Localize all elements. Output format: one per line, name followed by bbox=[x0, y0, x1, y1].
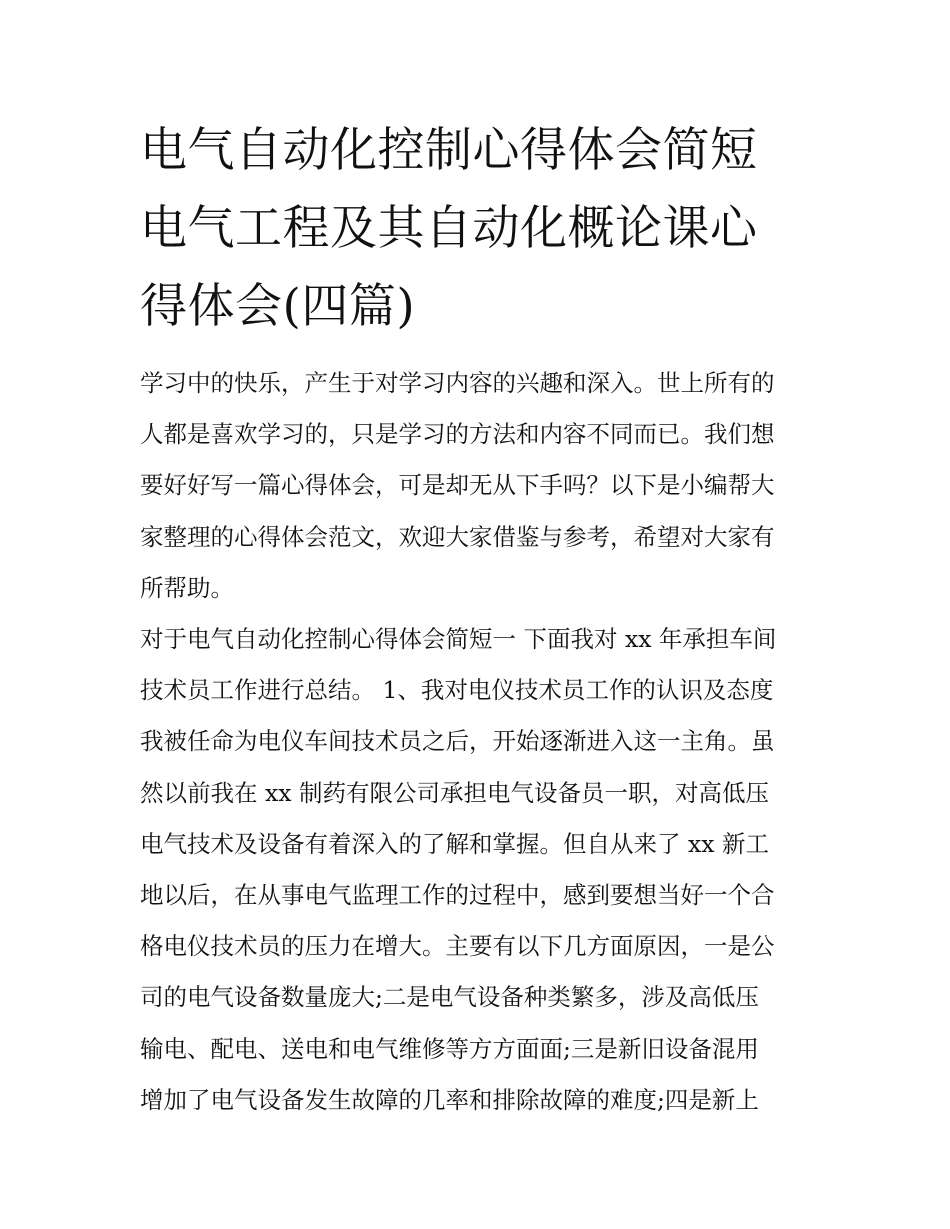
text-line: 然以前我在 xx 制药有限公司承担电气设备员一职，对高低压 bbox=[140, 778, 769, 807]
text-line: 格电仪技术员的压力在增大。主要有以下几方面原因，一是公 bbox=[140, 932, 775, 961]
text-line: 增加了电气设备发生故障的几率和排除故障的难度;四是新上 bbox=[140, 1085, 759, 1114]
text-line: 家整理的心得体会范文，欢迎大家借鉴与参考，希望对大家有 bbox=[140, 522, 775, 551]
section-paragraph bbox=[140, 614, 820, 1126]
text-line: 输电、配电、送电和电气维修等方方面面;三是新旧设备混用 bbox=[140, 1034, 759, 1063]
text-line: 技术员工作进行总结。 1、我对电仪技术员工作的认识及态度 bbox=[140, 676, 774, 705]
document-body bbox=[140, 358, 820, 1126]
title-line: 得体会(四篇) bbox=[140, 279, 416, 334]
text-line: 对于电气自动化控制心得体会简短一 下面我对 xx 年承担车间 bbox=[140, 625, 777, 654]
text-line: 学习中的快乐，产生于对学习内容的兴趣和深入。世上所有的 bbox=[140, 369, 775, 397]
text-line: 我被任命为电仪车间技术员之后，开始逐渐进入这一主角。虽 bbox=[140, 727, 775, 756]
title-line: 电气自动化控制心得体会简短 bbox=[140, 123, 758, 178]
text-line: 人都是喜欢学习的，只是学习的方法和内容不同而已。我们想 bbox=[140, 420, 775, 449]
text-line: 所帮助。 bbox=[140, 573, 234, 602]
text-line: 要好好写一篇心得体会，可是却无从下手吗？以下是小编帮大 bbox=[140, 471, 775, 500]
text-line: 司的电气设备数量庞大;二是电气设备种类繁多，涉及高低压 bbox=[140, 983, 759, 1012]
text-line: 地以后，在从事电气监理工作的过程中，感到要想当好一个合 bbox=[140, 881, 775, 910]
document-title bbox=[140, 112, 820, 346]
text-line: 电气技术及设备有着深入的了解和掌握。但自从来了 xx 新工 bbox=[140, 829, 769, 858]
document-page bbox=[140, 112, 820, 1126]
title-line: 电气工程及其自动化概论课心 bbox=[140, 201, 758, 256]
intro-paragraph bbox=[140, 358, 820, 614]
